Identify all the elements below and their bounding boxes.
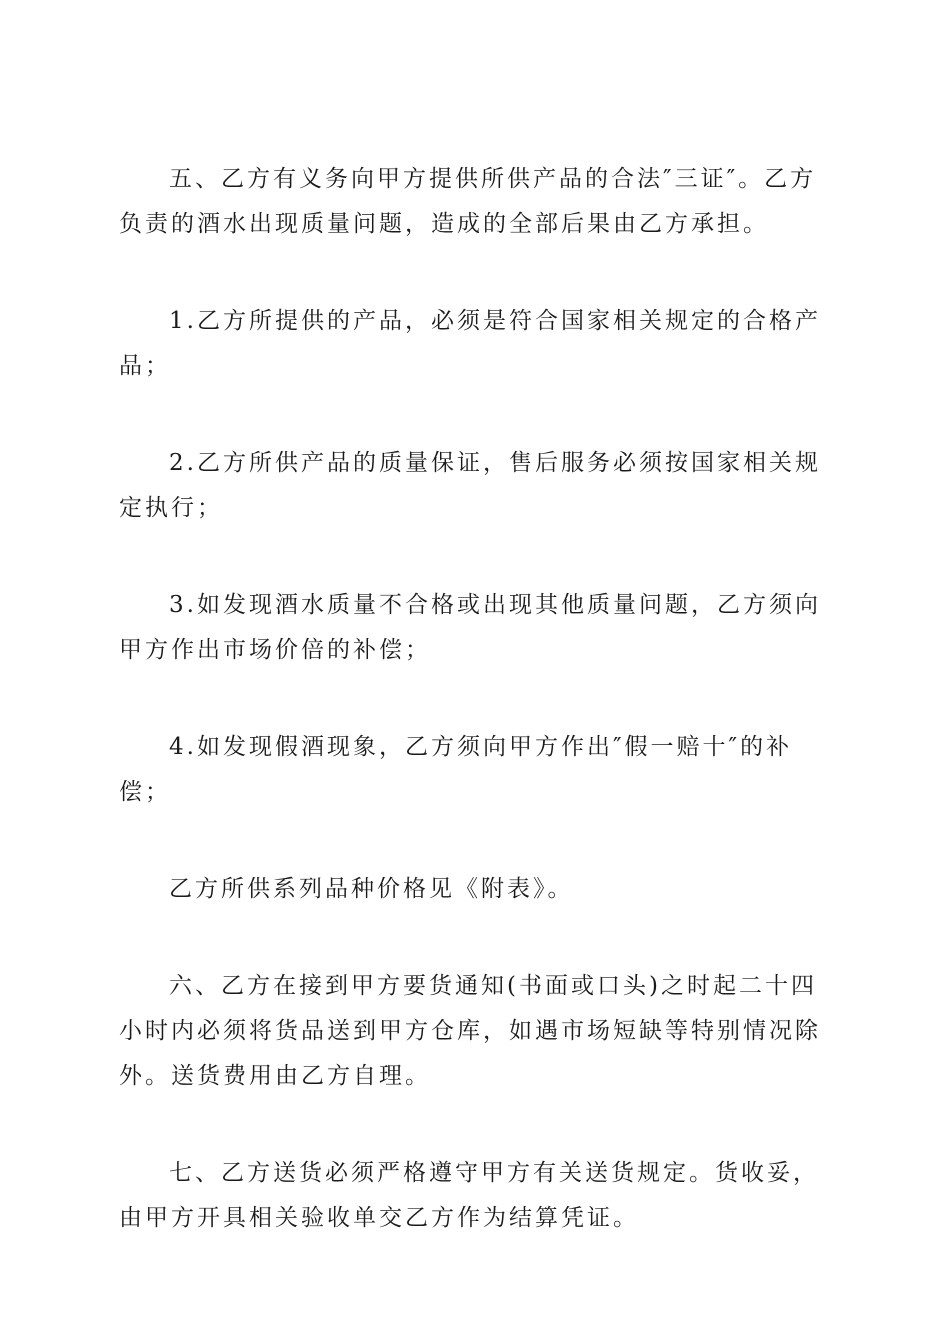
clause-item-4: 4.如发现假酒现象，乙方须向甲方作出″假一赔十″的补偿； <box>119 734 793 805</box>
clause-item-3: 3.如发现酒水质量不合格或出现其他质量问题，乙方须向甲方作出市场价倍的补偿； <box>119 592 821 663</box>
clause-six: 六、乙方在接到甲方要货通知(书面或口头)之时起二十四小时内必须将货品送到甲方仓库，如遇市场短缺等特别情况除外。送货费用由乙方自理。 <box>119 973 821 1089</box>
document-body <box>119 157 831 1293</box>
clause-seven: 七、乙方送货必须严格遵守甲方有关送货规定。货收妥，由甲方开具相关验收单交乙方作为结算凭证。 <box>119 1160 819 1231</box>
clause-item-2: 2.乙方所供产品的质量保证，售后服务必须按国家相关规定执行； <box>119 450 821 521</box>
price-list-note: 乙方所供系列品种价格见《附表》。 <box>169 876 574 902</box>
clause-five: 五、乙方有义务向甲方提供所供产品的合法″三证″。乙方负责的酒水出现质量问题，造成的全部后果由乙方承担。 <box>119 166 817 237</box>
clause-item-1: 1.乙方所提供的产品，必须是符合国家相关规定的合格产品； <box>119 308 821 379</box>
